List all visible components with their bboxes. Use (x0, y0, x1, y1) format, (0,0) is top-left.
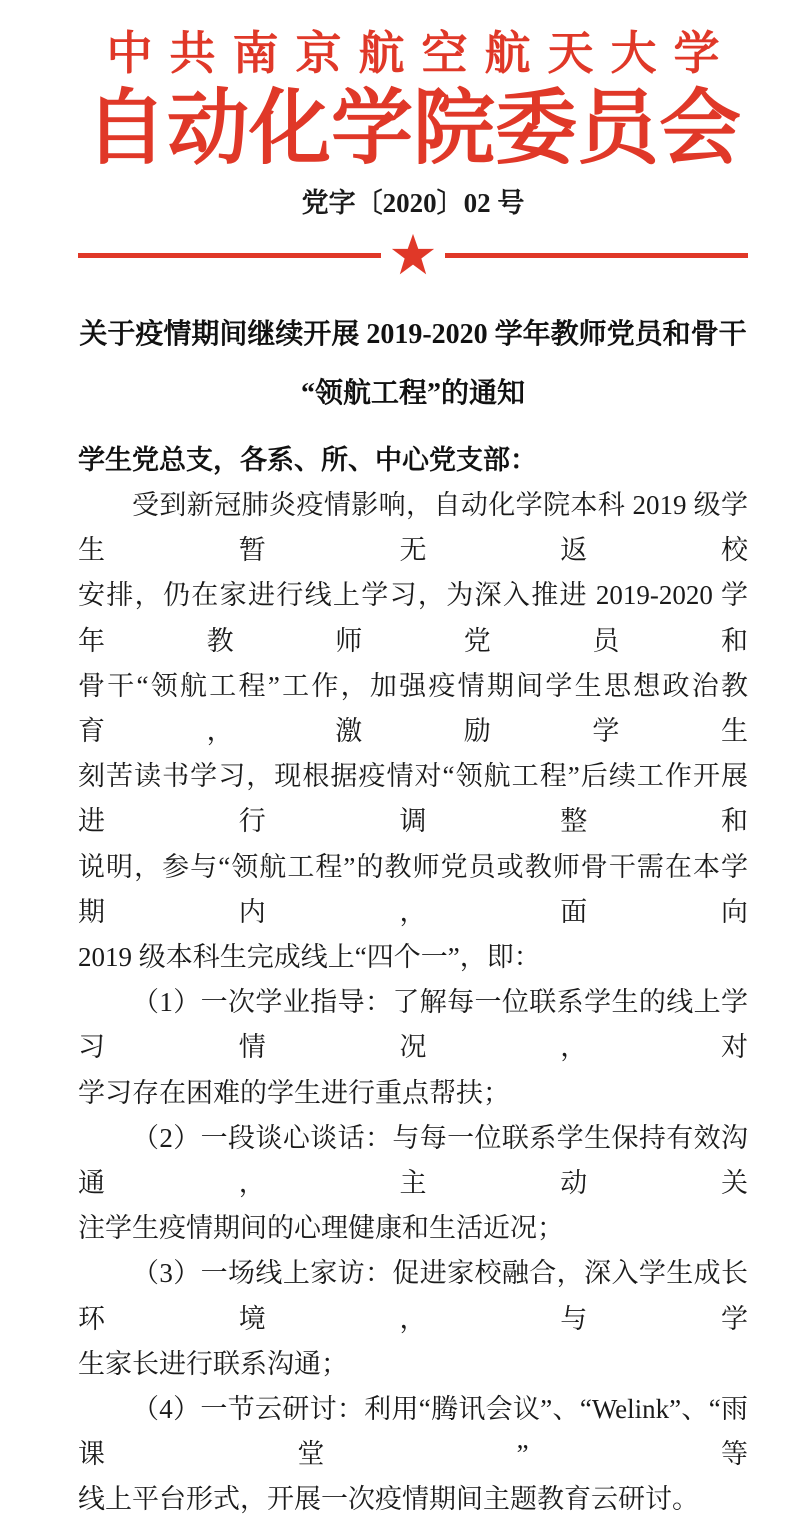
document-body (78, 483, 748, 1523)
body-line: 生家长进行联系沟通； (78, 1348, 348, 1379)
document-title-line2: “领航工程”的通知 (300, 378, 525, 409)
divider-rule-right (445, 253, 748, 258)
body-line: 线上平台形式，开展一次疫情期间主题教育云研讨。 (78, 1484, 699, 1515)
document-title (78, 321, 748, 408)
body-line: 刻苦读书学习，现根据疫情对“领航工程”后续工作开展进行调整和 (78, 761, 748, 837)
red-divider (78, 233, 748, 277)
body-line: （4）一节云研讨：利用“腾讯会议”、“Welink”、“雨课堂”等 (78, 1394, 748, 1470)
document-title-line1: 关于疫情期间继续开展 2019-2020 学年教师党员和骨干 (79, 319, 747, 350)
body-line: （1）一次学业指导：了解每一位联系学生的线上学习情况，对 (78, 987, 748, 1063)
body-line: 安排，仍在家进行线上学习，为深入推进 2019-2020 学年教师党员和 (78, 580, 748, 656)
divider-rule-left (78, 253, 381, 258)
body-line: 说明，参与“领航工程”的教师党员或教师骨干需在本学期内，面向 (78, 851, 748, 927)
body-line: 注学生疫情期间的心理健康和生活近况； (78, 1213, 564, 1244)
body-line: 学习存在困难的学生进行重点帮扶； (78, 1077, 510, 1108)
body-line: （2）一段谈心谈话：与每一位联系学生保持有效沟通，主动关 (78, 1122, 748, 1199)
body-line: 2019 级本科生完成线上“四个一”，即： (78, 942, 541, 973)
salutation: 学生党总支，各系、所、中心党支部： (78, 445, 537, 475)
body-line: 受到新冠肺炎疫情影响，自动化学院本科 2019 级学生暂无返校 (78, 490, 748, 566)
body-line: （3）一场线上家访：促进家校融合，深入学生成长环境，与学 (78, 1258, 748, 1334)
document-number: 党字〔2020〕02 号 (301, 188, 525, 218)
red-star-icon (390, 233, 436, 277)
letterhead-committee-name: 自动化学院委员会 (84, 83, 741, 174)
body-line: 骨干“领航工程”工作，加强疫情期间学生思想政治教育，激励学生 (78, 670, 748, 747)
letterhead-org-name: 中共南京航空航天大学 (106, 27, 737, 79)
